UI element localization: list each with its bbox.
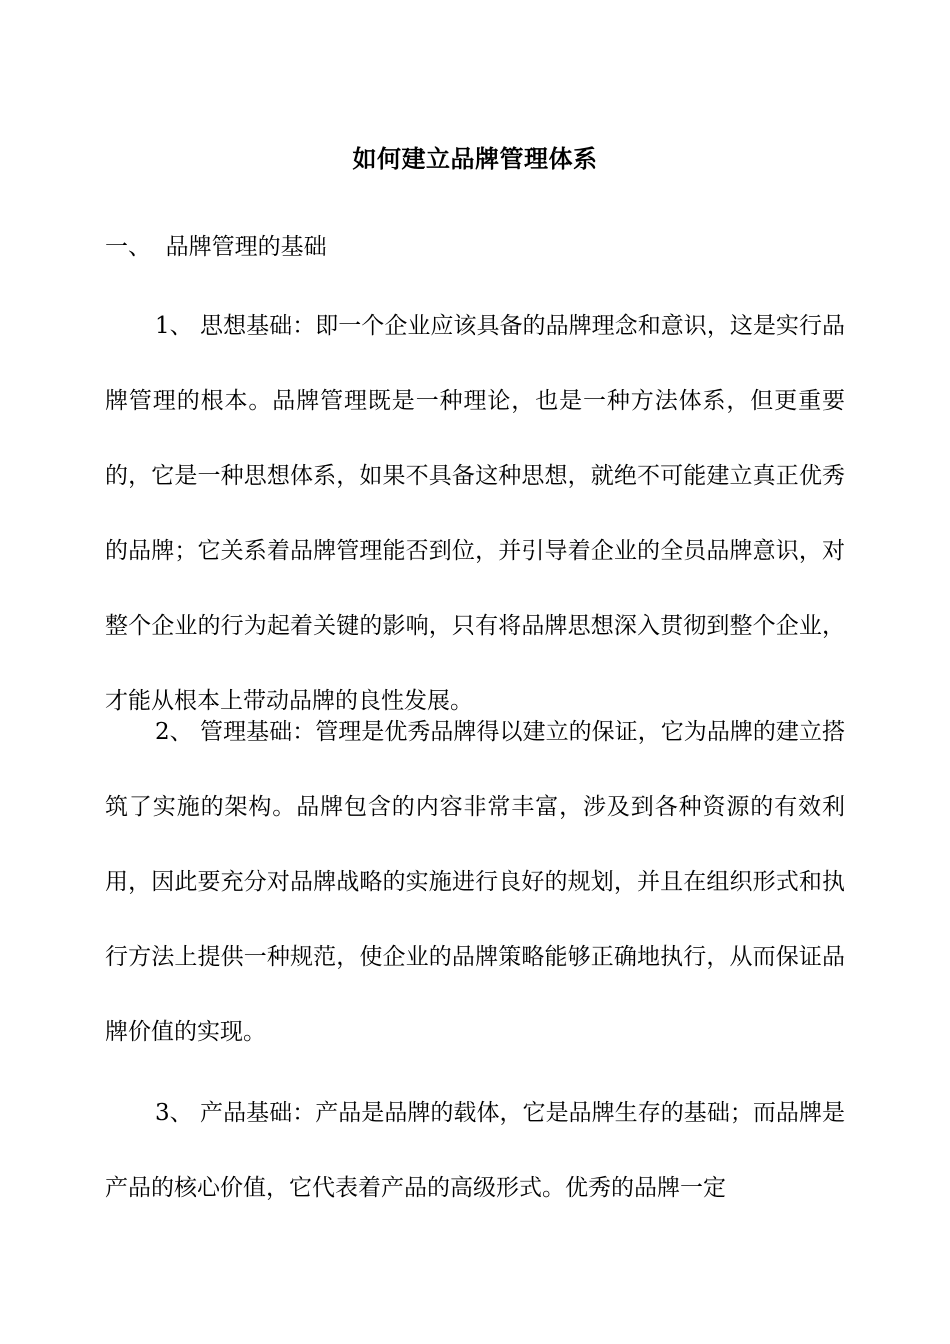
paragraph-thought-foundation: 1、 思想基础：即一个企业应该具备的品牌理念和意识，这是实行品牌管理的根本。品牌管理既是一种理论，也是一种方法体系，但更重要的，它是一种思想体系，如果不具备这种思想，就绝不可能建立真正优秀的品牌；它关系着品牌管理能否到位，并引导着企业的全员品牌意识，对整个企业的行为起着关键的影响，只有将品牌思想深入贯彻到整个企业，才能从根本上带动品牌的良性发展。 [105,313,845,714]
paragraph-product-foundation: 3、 产品基础：产品是品牌的载体，它是品牌生存的基础；而品牌是产品的核心价值，它代表着产品的高级形式。优秀的品牌一定 [105,1100,845,1201]
paragraph-management-foundation: 2、 管理基础：管理是优秀品牌得以建立的保证，它为品牌的建立搭筑了实施的架构。品牌包含的内容非常丰富，涉及到各种资源的有效利用，因此要充分对品牌战略的实施进行良好的规划，并且在组织形式和执行方法上提供一种规范，使企业的品牌策略能够正确地执行，从而保证品牌价值的实现。 [105,719,845,1045]
section-heading: 一、 品牌管理的基础 [105,234,327,260]
document-title: 如何建立品牌管理体系 [352,144,598,173]
